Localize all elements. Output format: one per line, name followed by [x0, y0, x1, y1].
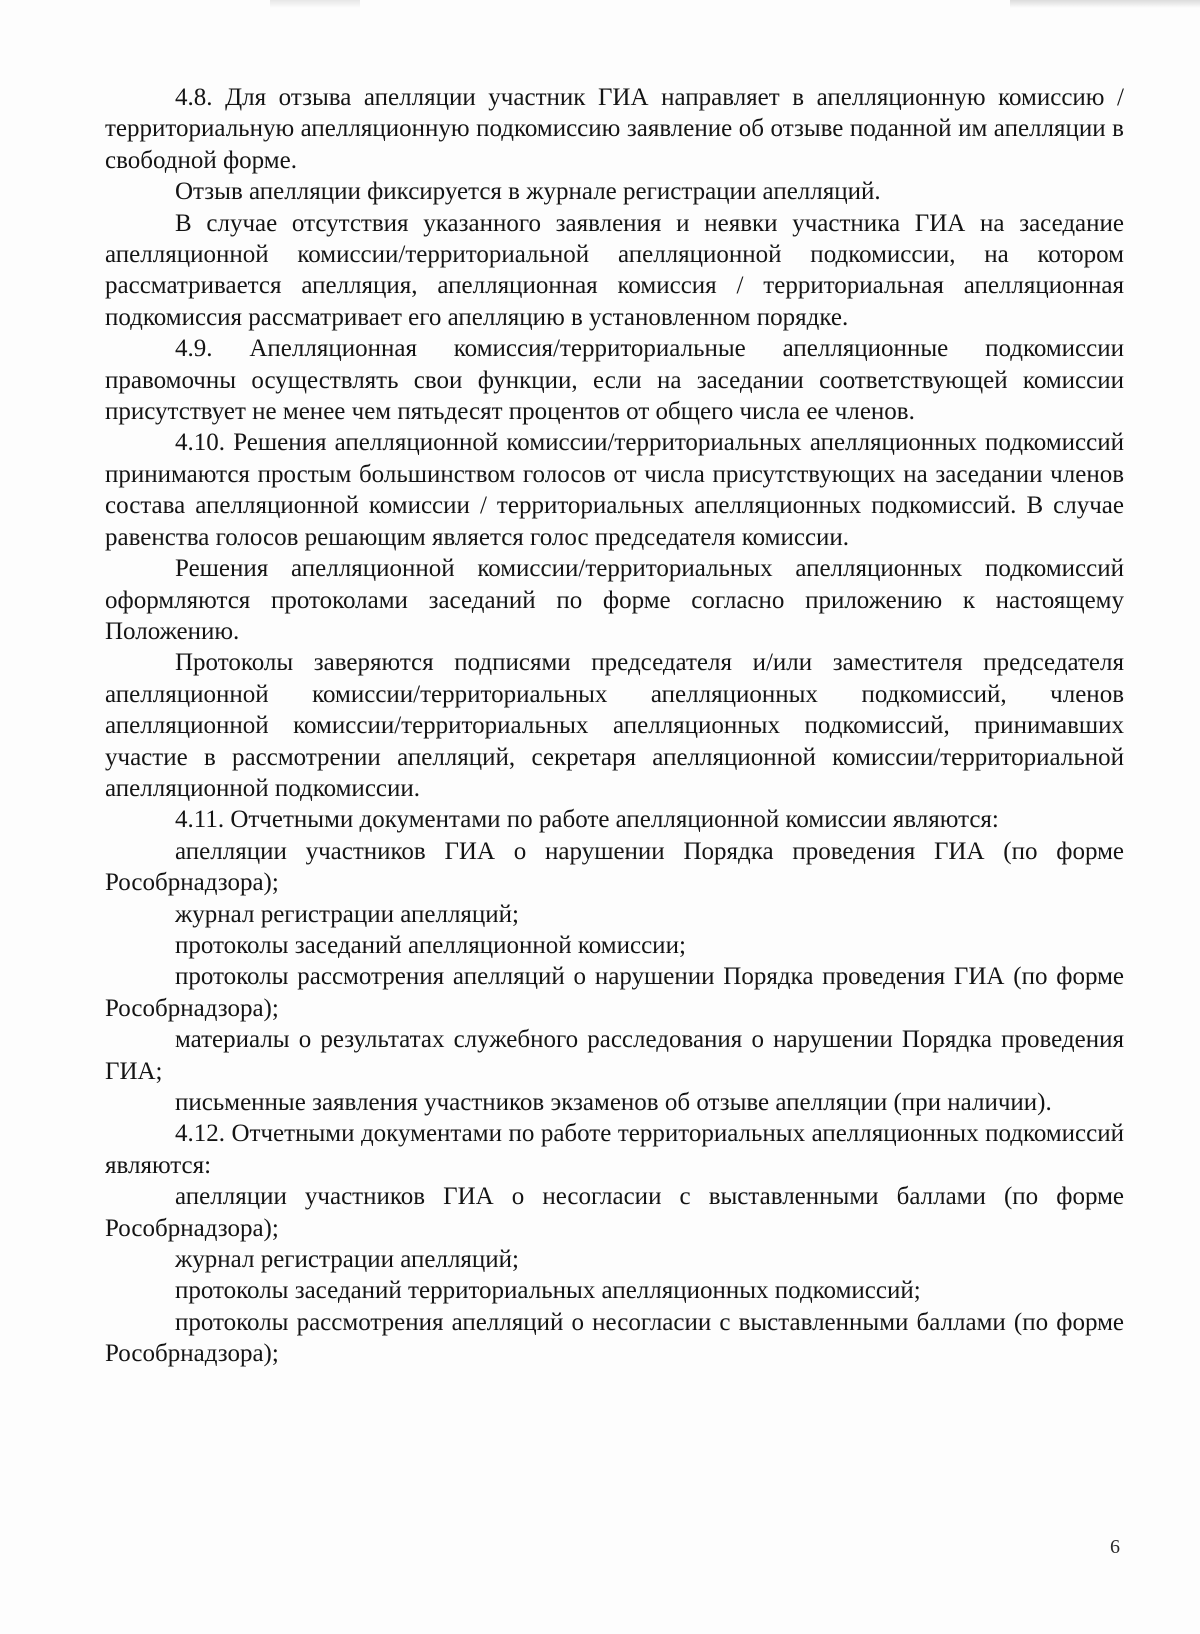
paragraph: протоколы рассмотрения апелляций о нарушении Порядка проведения ГИА (по форме Рособрнадзора);	[105, 963, 1124, 1022]
scan-artifact	[1010, 0, 1200, 8]
paragraph: апелляции участников ГИА о несогласии с выставленными баллами (по форме Рособрнадзора);	[105, 1183, 1124, 1242]
paragraph: журнал регистрации апелляций;	[175, 1246, 520, 1274]
paragraph: Протоколы заверяются подписями председателя и/или заместителя председателя апелляционной комиссии/территориальных апелляционных подкомиссий, членов апелляционной комиссии/территориальных апелляционных подкомиссий, принимавших участие в рассмотрении апелляций, секретаря апелляционной комиссии/территориальной апелляционной подкомиссии.	[105, 649, 1124, 802]
paragraph: 4.11. Отчетными документами по работе апелляционной комиссии являются:	[175, 806, 999, 834]
paragraph: материалы о результатах служебного расследования о нарушении Порядка проведения ГИА;	[105, 1026, 1124, 1085]
paragraph: В случае отсутствия указанного заявления и неявки участника ГИА на заседание апелляционной комиссии/территориальной апелляционной подкомиссии, на котором рассматривается апелляция, апелляционная комиссия / территориальная апелляционная подкомиссия рассматривает его апелляцию в установленном порядке.	[105, 209, 1124, 331]
page-number: 6	[1110, 1536, 1120, 1558]
paragraph: апелляции участников ГИА о нарушении Порядка проведения ГИА (по форме Рособрнадзора);	[105, 837, 1124, 897]
paragraph: 4.12. Отчетными документами по работе территориальных апелляционных подкомиссий являются:	[105, 1120, 1124, 1179]
scan-artifact	[270, 0, 360, 8]
paragraph: 4.10. Решения апелляционной комиссии/территориальных апелляционных подкомиссий принимаются простым большинством голосов от числа присутствующих на заседании членов состава апелляционной комиссии / территориальных апелляционных подкомиссий. В случае равенства голосов решающим является голос председателя комиссии.	[105, 429, 1124, 551]
paragraph: Решения апелляционной комиссии/территориальных апелляционных подкомиссий оформляются протоколами заседаний по форме согласно приложению к настоящему Положению.	[105, 555, 1124, 645]
paragraph: Отзыв апелляции фиксируется в журнале регистрации апелляций.	[175, 178, 881, 206]
document-body	[105, 82, 1124, 1370]
paragraph: письменные заявления участников экзаменов об отзыве апелляции (при наличии).	[175, 1089, 1052, 1116]
paragraph: 4.8. Для отзыва апелляции участник ГИА направляет в апелляционную комиссию / территориальную апелляционную подкомиссию заявление об отзыве поданной им апелляции в свободной форме.	[105, 84, 1124, 174]
paragraph: 4.9. Апелляционная комиссия/территориальные апелляционные подкомиссии правомочны осуществлять свои функции, если на заседании соответствующей комиссии присутствует не менее чем пятьдесят процентов от общего числа ее членов.	[105, 335, 1124, 426]
paragraph: протоколы рассмотрения апелляций о несогласии с выставленными баллами (по форме Рособрнадзора);	[105, 1308, 1124, 1368]
paragraph: протоколы заседаний территориальных апелляционных подкомиссий;	[175, 1277, 921, 1305]
paragraph: протоколы заседаний апелляционной комиссии;	[175, 931, 686, 959]
paragraph: журнал регистрации апелляций;	[175, 900, 520, 928]
